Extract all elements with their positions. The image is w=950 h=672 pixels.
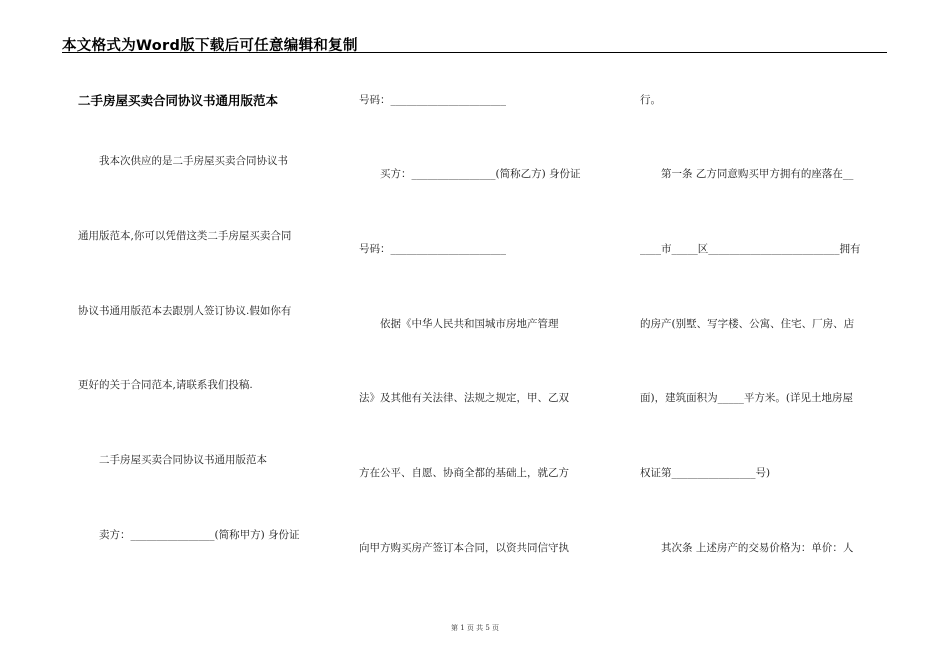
body-line: 协议书通用版范本去跟别人签订协议.假如你有 <box>78 305 292 317</box>
body-line: 通用版范本,你可以凭借这类二手房屋买卖合同 <box>78 230 292 242</box>
body-line: 的房产(别墅、写字楼、公寓、住宅、厂房、店 <box>640 318 855 330</box>
body-line: 向甲方购买房产签订本合同，以资共同信守执 <box>359 542 569 554</box>
body-line: 号码：______________________ <box>359 94 506 106</box>
body-line: ____市_____区_________________________拥有 <box>640 243 861 255</box>
body-line: 卖方：________________(简称甲方) 身份证 <box>78 529 300 541</box>
text-column-2 <box>359 0 609 672</box>
page-indicator: 第 1 页 共 5 页 <box>450 624 500 632</box>
document-banner: 本文格式为Word版下载后可任意编辑和复制 <box>62 38 358 54</box>
body-line: 法》及其他有关法律、法规之规定，甲、乙双 <box>359 392 569 404</box>
text-column-1 <box>78 0 328 672</box>
body-line: 依据《中华人民共和国城市房地产管理 <box>359 318 559 330</box>
body-line: 权证第________________号) <box>640 467 771 479</box>
body-line: 行。 <box>640 94 661 106</box>
text-column-3 <box>640 0 890 672</box>
body-line: 买方：________________(简称乙方) 身份证 <box>359 168 581 180</box>
body-line: 方在公平、自愿、协商全都的基础上，就乙方 <box>359 467 569 479</box>
body-line: 面)，建筑面积为_____平方米。(详见土地房屋 <box>640 392 853 404</box>
body-line: 更好的关于合同范本,请联系我们投稿. <box>78 379 253 391</box>
body-line: 二手房屋买卖合同协议书通用版范本 <box>78 454 267 466</box>
body-line: 号码：______________________ <box>359 243 506 255</box>
document-title: 二手房屋买卖合同协议书通用版范本 <box>78 93 279 108</box>
body-line: 第一条 乙方同意购买甲方拥有的座落在__ <box>640 168 854 180</box>
body-line: 我本次供应的是二手房屋买卖合同协议书 <box>78 155 288 167</box>
body-line: 其次条 上述房产的交易价格为：单价：人 <box>640 542 854 554</box>
